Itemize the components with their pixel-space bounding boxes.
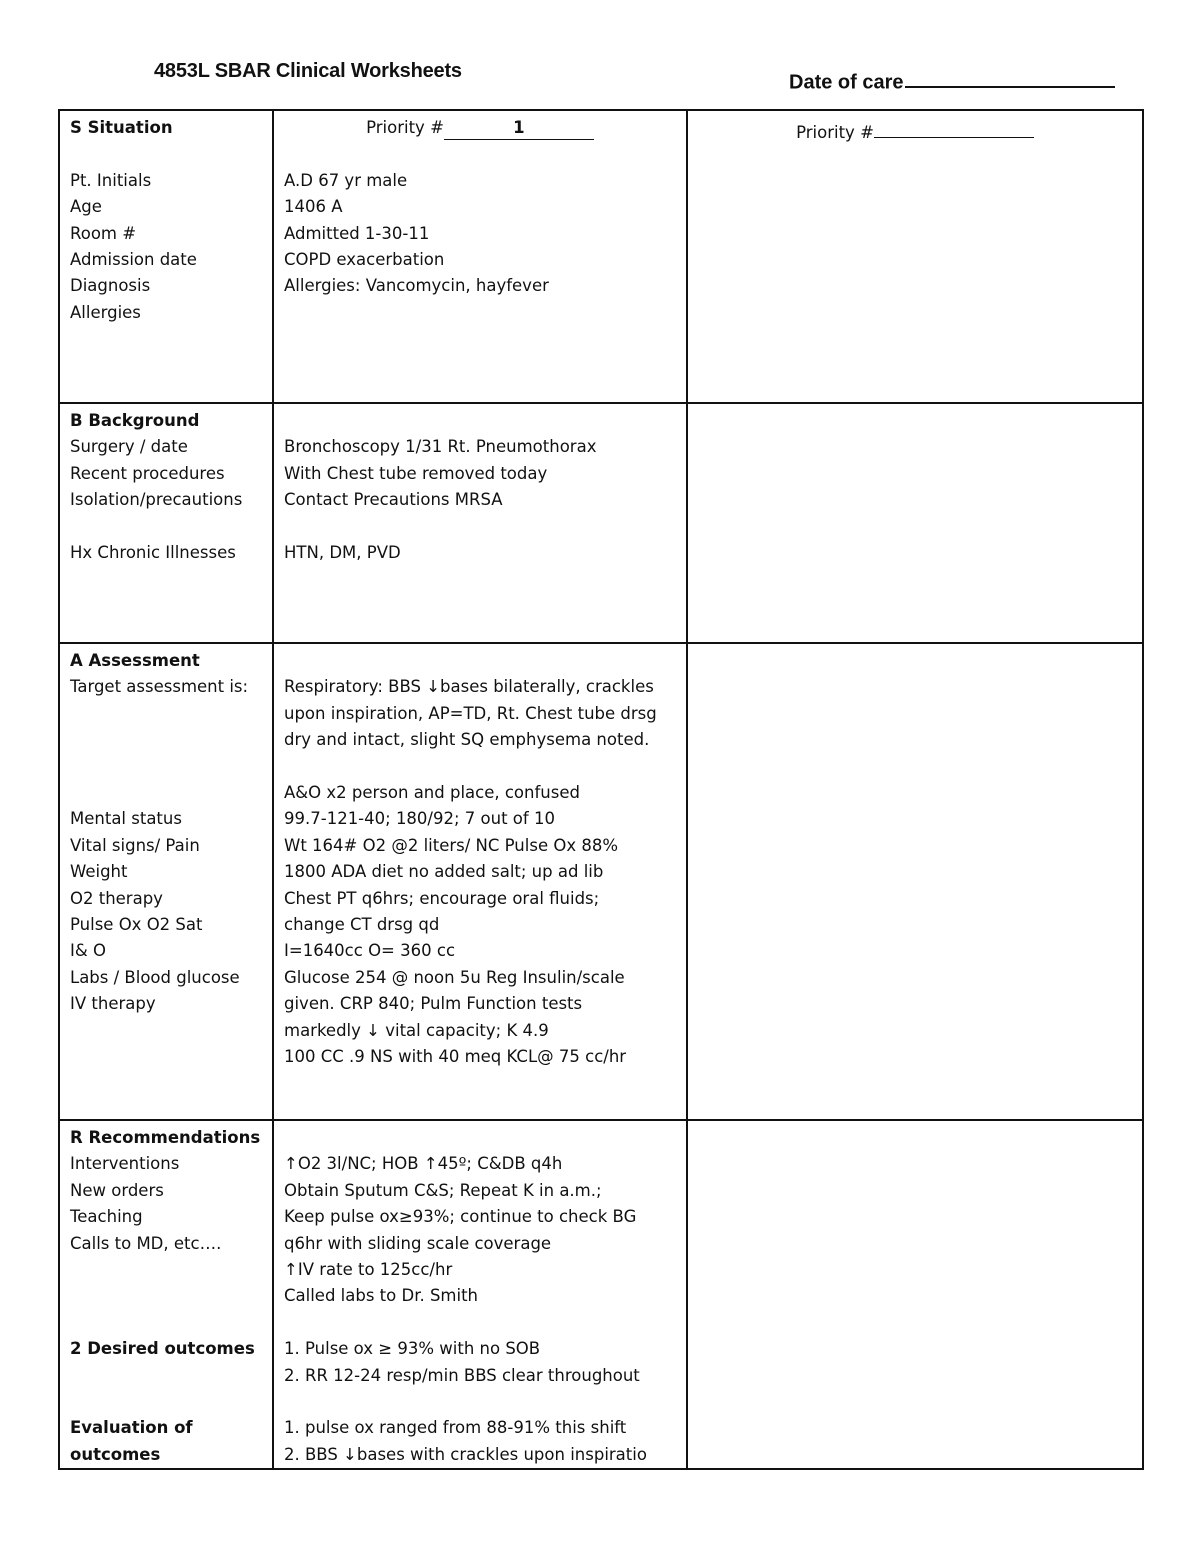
- assessment-entry: upon inspiration, AP=TD, Rt. Chest tube drsg: [284, 703, 657, 723]
- assessment-entry: given. CRP 840; Pulm Function tests: [284, 994, 583, 1014]
- date-of-care: [789, 60, 1115, 94]
- label-room: Room #: [70, 223, 137, 243]
- label-allergies: Allergies: [70, 302, 141, 322]
- recommendations-heading: R Recommendations: [70, 1128, 261, 1147]
- entry-pt-initials: A.D 67 yr male: [284, 170, 408, 190]
- evaluation-entry: 2. BBS ↓bases with crackles upon inspiratio: [284, 1444, 647, 1464]
- label-pt-initials: Pt. Initials: [70, 170, 152, 190]
- label-target-assessment: Target assessment is:: [70, 677, 249, 697]
- entry-surgery: Bronchoscopy 1/31 Rt. Pneumothorax: [284, 437, 597, 457]
- situation-row: [59, 110, 1143, 403]
- assessment-entry: dry and intact, slight SQ emphysema noted.: [284, 730, 650, 750]
- evaluation-entry: 1. pulse ox ranged from 88-91% this shift: [284, 1418, 627, 1438]
- label-isolation: Isolation/precautions: [70, 490, 243, 510]
- evaluation-heading-1: Evaluation of: [70, 1418, 193, 1438]
- date-of-care-label: Date of care: [789, 71, 904, 94]
- background-heading: B Background: [70, 411, 200, 430]
- priority-2-value[interactable]: [874, 115, 1034, 138]
- recommendations-priority1-cell[interactable]: [273, 1120, 687, 1469]
- background-priority2-cell[interactable]: [687, 403, 1143, 643]
- assessment-entry: change CT drsg qd: [284, 915, 440, 935]
- recommendation-entry: ↑O2 3l/NC; HOB ↑45º; C&DB q4h: [284, 1154, 563, 1174]
- assessment-entry: 1800 ADA diet no added salt; up ad lib: [284, 862, 604, 882]
- label-recent-procedures: Recent procedures: [70, 463, 225, 483]
- label-weight: Weight: [70, 862, 128, 882]
- entry-isolation: Contact Precautions MRSA: [284, 490, 503, 510]
- priority-2-label: Priority #: [796, 123, 874, 142]
- label-age: Age: [70, 197, 102, 217]
- assessment-entry: Wt 164# O2 @2 liters/ NC Pulse Ox 88%: [284, 835, 619, 855]
- assessment-priority2-cell[interactable]: [687, 643, 1143, 1120]
- assessment-heading: A Assessment: [70, 651, 200, 670]
- assessment-row: [59, 643, 1143, 1120]
- entry-procedures: With Chest tube removed today: [284, 463, 548, 483]
- assessment-entry: I=1640cc O= 360 cc: [284, 941, 456, 961]
- background-row: [59, 403, 1143, 643]
- recommendation-entry: q6hr with sliding scale coverage: [284, 1233, 552, 1253]
- assessment-entry: 100 CC .9 NS with 40 meq KCL@ 75 cc/hr: [284, 1047, 627, 1067]
- recommendation-entry: ↑IV rate to 125cc/hr: [284, 1260, 453, 1280]
- priority-1-value[interactable]: 1: [444, 117, 594, 140]
- recommendation-entry: Obtain Sputum C&S; Repeat K in a.m.;: [284, 1180, 602, 1200]
- assessment-entry: markedly ↓ vital capacity; K 4.9: [284, 1020, 549, 1040]
- situation-label-cell: [59, 110, 273, 403]
- label-i-and-o: I& O: [70, 941, 106, 961]
- situation-heading: S Situation: [70, 118, 173, 137]
- background-label-cell: [59, 403, 273, 643]
- assessment-entry: Glucose 254 @ noon 5u Reg Insulin/scale: [284, 967, 625, 987]
- label-teaching: Teaching: [70, 1207, 143, 1227]
- entry-room: 1406 A: [284, 197, 343, 217]
- sbar-table: [58, 109, 1144, 1470]
- label-hx-chronic: Hx Chronic Illnesses: [70, 543, 236, 563]
- entry-allergies: Allergies: Vancomycin, hayfever: [284, 276, 549, 296]
- outcome-entry: 1. Pulse ox ≥ 93% with no SOB: [284, 1339, 541, 1359]
- assessment-entry: 99.7-121-40; 180/92; 7 out of 10: [284, 809, 555, 829]
- priority-2-header: [698, 115, 1132, 146]
- desired-outcomes-heading: 2 Desired outcomes: [70, 1339, 255, 1359]
- assessment-entry: A&O x2 person and place, confused: [284, 783, 580, 802]
- outcome-entry: 2. RR 12-24 resp/min BBS clear throughout: [284, 1365, 640, 1385]
- entry-diagnosis: COPD exacerbation: [284, 250, 445, 270]
- recommendations-label-cell: [59, 1120, 273, 1469]
- assessment-entry: Respiratory: BBS ↓bases bilaterally, crackles: [284, 677, 654, 697]
- situation-priority1-cell[interactable]: [273, 110, 687, 403]
- date-of-care-blank[interactable]: [905, 60, 1115, 88]
- evaluation-heading-2: outcomes: [70, 1444, 161, 1464]
- label-new-orders: New orders: [70, 1180, 164, 1200]
- label-calls-to-md: Calls to MD, etc….: [70, 1233, 222, 1253]
- assessment-priority1-cell[interactable]: [273, 643, 687, 1120]
- assessment-entry: Chest PT q6hrs; encourage oral fluids;: [284, 888, 600, 908]
- label-labs: Labs / Blood glucose: [70, 967, 240, 987]
- worksheet-title: 4853L SBAR Clinical Worksheets: [154, 60, 462, 82]
- entry-hx-chronic: HTN, DM, PVD: [284, 543, 401, 562]
- label-pulse-ox: Pulse Ox O2 Sat: [70, 915, 203, 934]
- background-priority1-cell[interactable]: [273, 403, 687, 643]
- label-vital-signs: Vital signs/ Pain: [70, 835, 200, 855]
- label-iv-therapy: IV therapy: [70, 994, 156, 1014]
- priority-1-header: [284, 115, 676, 141]
- situation-priority2-cell[interactable]: [687, 110, 1143, 403]
- entry-admission: Admitted 1-30-11: [284, 223, 430, 243]
- priority-1-label: Priority #: [366, 118, 444, 137]
- label-surgery-date: Surgery / date: [70, 437, 188, 457]
- label-o2-therapy: O2 therapy: [70, 888, 163, 908]
- recommendation-entry: Called labs to Dr. Smith: [284, 1286, 479, 1306]
- label-admission-date: Admission date: [70, 250, 197, 270]
- recommendations-priority2-cell[interactable]: [687, 1120, 1143, 1469]
- assessment-label-cell: [59, 643, 273, 1120]
- label-interventions: Interventions: [70, 1154, 180, 1174]
- recommendation-entry: Keep pulse ox≥93%; continue to check BG: [284, 1207, 637, 1227]
- recommendations-row: [59, 1120, 1143, 1469]
- label-mental-status: Mental status: [70, 809, 182, 829]
- label-diagnosis: Diagnosis: [70, 276, 151, 296]
